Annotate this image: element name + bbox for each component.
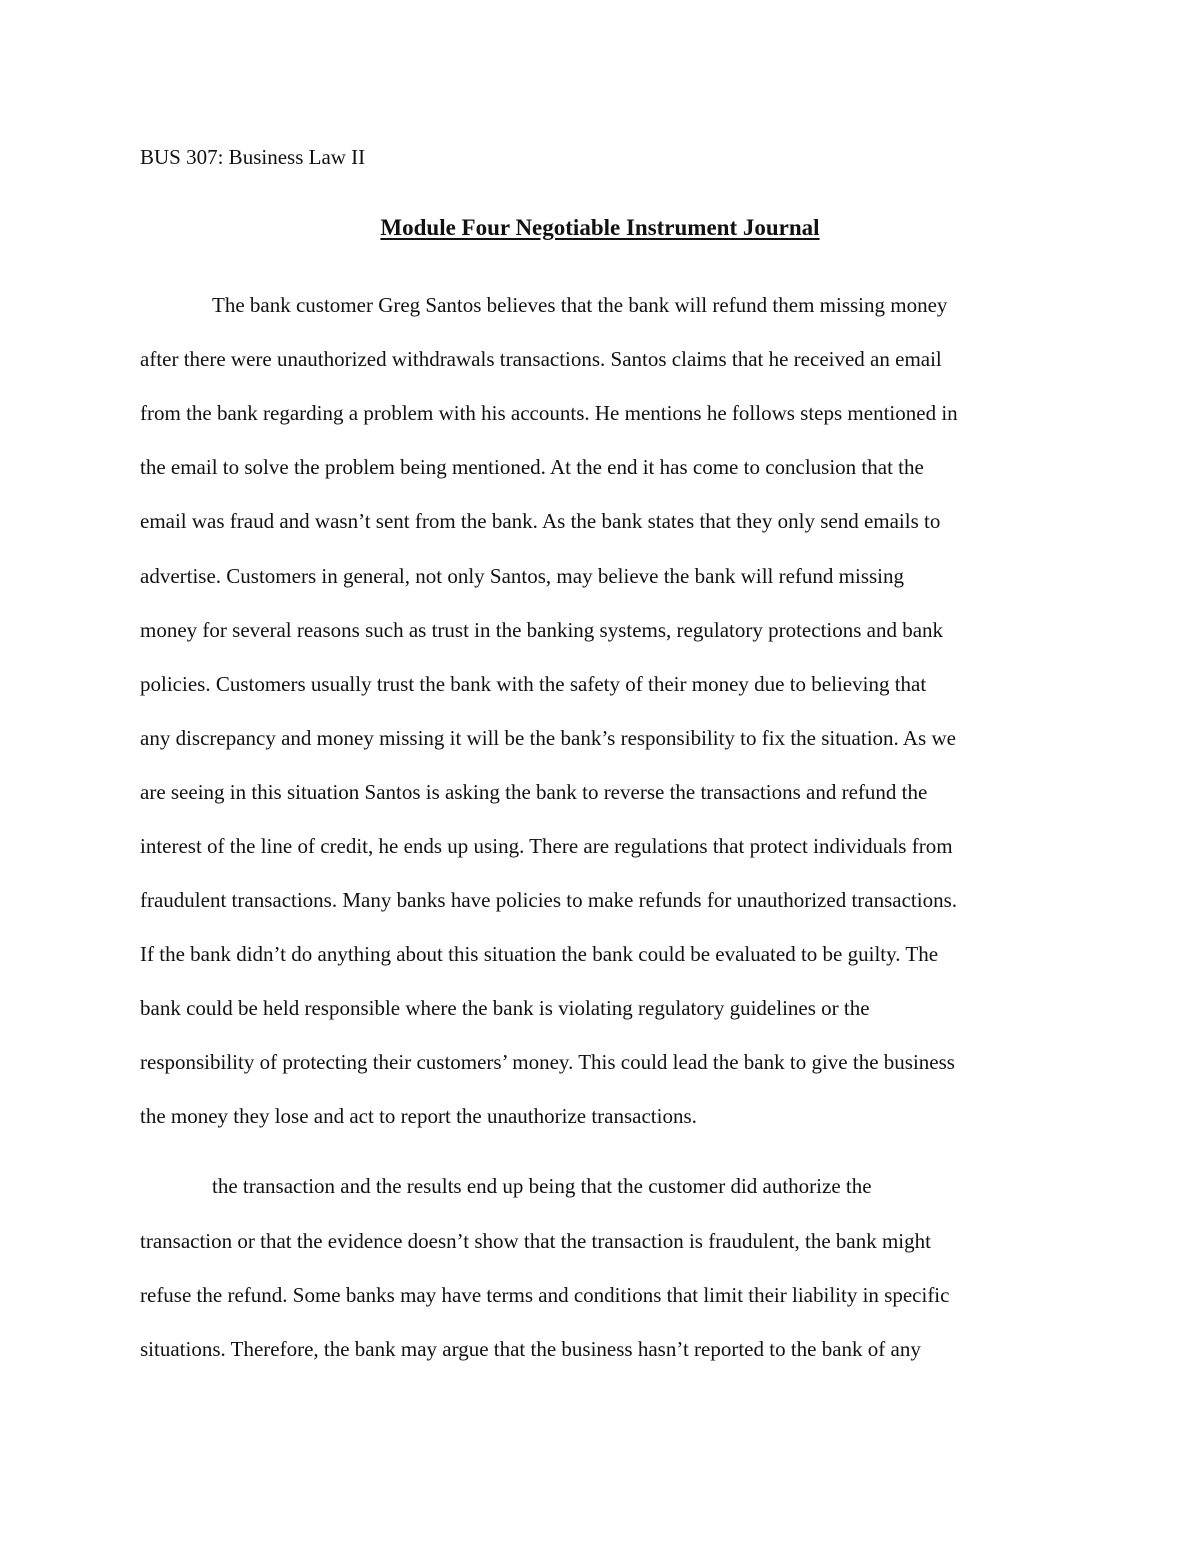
paragraph-1-line-4: the email to solve the problem being mentioned. At the end it has come to conclusion that the	[140, 455, 924, 479]
paragraph-2-line-4: situations. Therefore, the bank may argue that the business hasn’t reported to the bank of any	[140, 1337, 921, 1361]
paragraph-1-line-9: any discrepancy and money missing it will be the bank’s responsibility to fix the situation. As we	[140, 726, 956, 750]
paragraph-1-line-12: fraudulent transactions. Many banks have policies to make refunds for unauthorized transactions.	[140, 888, 958, 912]
paragraph-2-line-2: transaction or that the evidence doesn’t show that the transaction is fraudulent, the bank might	[140, 1229, 931, 1253]
paragraph-2-line-1: the transaction and the results end up being that the customer did authorize the	[212, 1174, 872, 1198]
paragraph-1-line-2: after there were unauthorized withdrawals transactions. Santos claims that he received an email	[140, 347, 942, 371]
paragraph-1-line-7: money for several reasons such as trust in the banking systems, regulatory protections and bank	[140, 618, 944, 642]
paragraph-1-line-6: advertise. Customers in general, not only Santos, may believe the bank will refund missing	[140, 564, 905, 588]
paragraph-1-line-14: bank could be held responsible where the bank is violating regulatory guidelines or the	[140, 996, 870, 1020]
document-title: Module Four Negotiable Instrument Journal	[380, 215, 820, 240]
paragraph-1-line-11: interest of the line of credit, he ends up using. There are regulations that protect individuals from	[140, 834, 953, 858]
paragraph-1-line-10: are seeing in this situation Santos is asking the bank to reverse the transactions and refund the	[140, 780, 928, 804]
paragraph-1-line-1: The bank customer Greg Santos believes that the bank will refund them missing money	[212, 293, 948, 317]
paragraph-2-line-3: refuse the refund. Some banks may have terms and conditions that limit their liability in specific	[140, 1283, 950, 1307]
paragraph-1-line-16: the money they lose and act to report the unauthorize transactions.	[140, 1104, 697, 1128]
paragraph-1-line-3: from the bank regarding a problem with his accounts. He mentions he follows steps mentioned in	[140, 401, 958, 425]
paragraph-1-line-13: If the bank didn’t do anything about this situation the bank could be evaluated to be guilty. The	[140, 942, 939, 966]
paragraph-1-line-15: responsibility of protecting their customers’ money. This could lead the bank to give the business	[140, 1050, 955, 1074]
paragraph-1-line-5: email was fraud and wasn’t sent from the bank. As the bank states that they only send emails to	[140, 509, 941, 533]
paragraph-1-line-8: policies. Customers usually trust the bank with the safety of their money due to believing that	[140, 672, 927, 696]
course-heading: BUS 307: Business Law II	[140, 145, 366, 169]
